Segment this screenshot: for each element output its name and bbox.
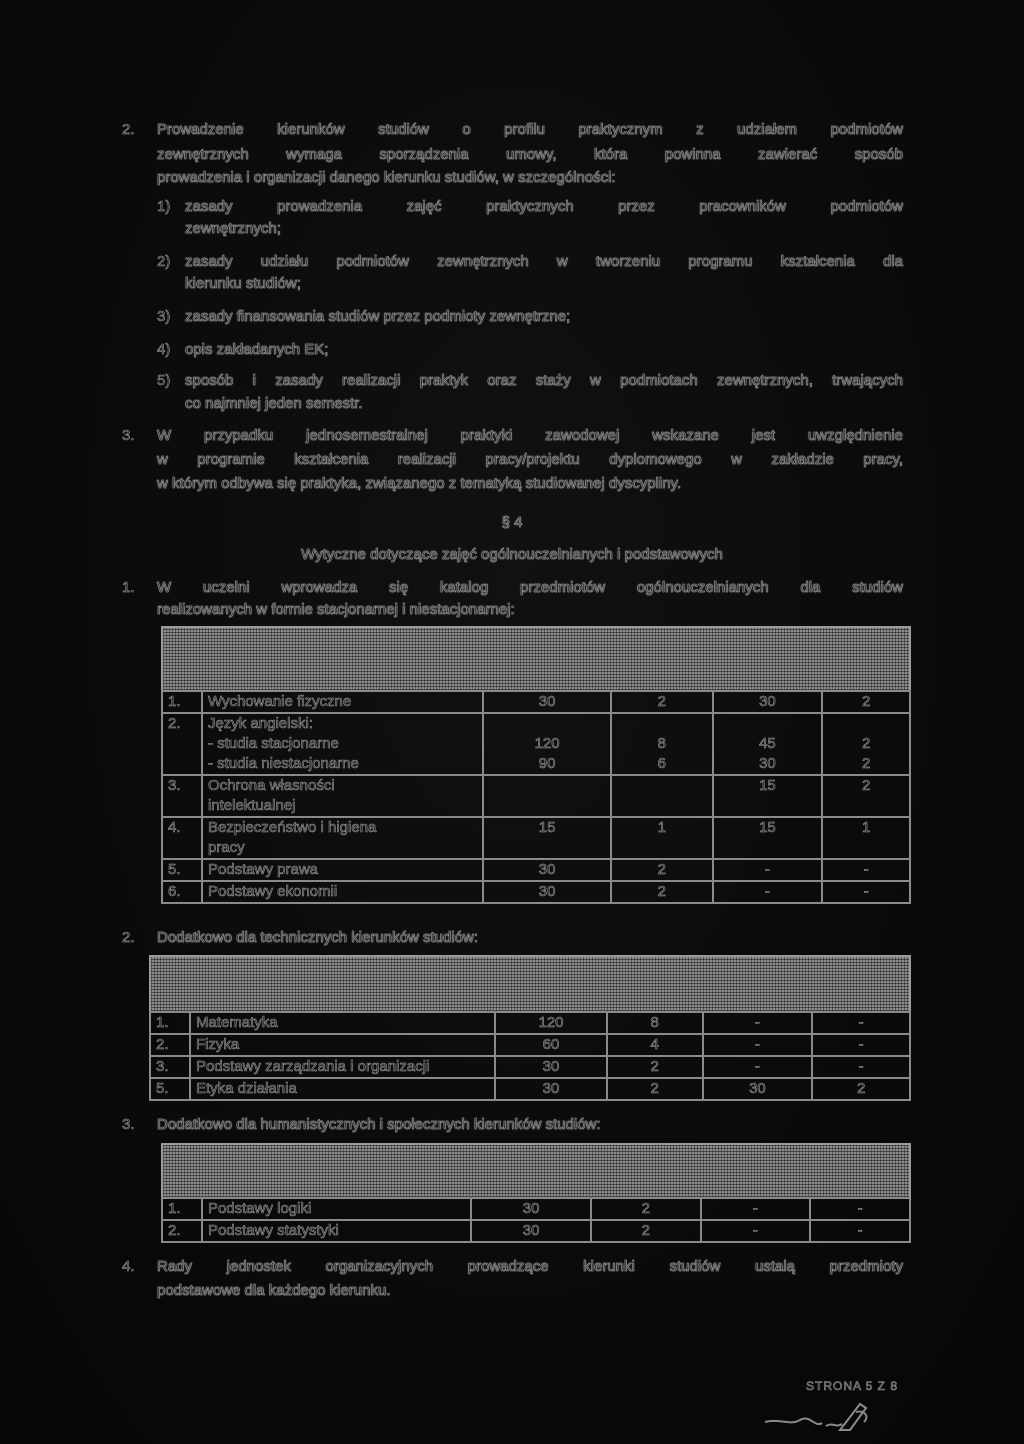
cell-hours-extramural-text: - xyxy=(764,861,770,878)
table-row xyxy=(150,1034,910,1056)
cell-number-text: 5. xyxy=(168,861,181,878)
paragraph-line: prowadzenia i organizacji danego kierunku studiów, w szczególności: xyxy=(157,169,616,186)
subjects-table-general xyxy=(161,690,911,904)
cell-ects-stationary: 2 xyxy=(607,1056,703,1078)
cell-hours-extramural-text: 30 xyxy=(759,693,776,710)
cell-number-text: 2. xyxy=(168,715,181,732)
cell-ects-stationary-text xyxy=(617,714,707,734)
subjects-table-humanities xyxy=(161,1197,911,1243)
table-row xyxy=(162,1220,910,1242)
cell-hours-stationary xyxy=(483,691,611,713)
cell-number xyxy=(162,691,202,713)
cell-hours-extramural xyxy=(713,817,823,859)
cell-hours-stationary-text: 15 xyxy=(538,819,556,836)
cell-hours-extramural-text: 45 xyxy=(759,735,776,752)
cell-subject-text: pracy xyxy=(207,839,245,856)
table-row xyxy=(150,1078,910,1100)
cell-hours-extramural xyxy=(713,713,823,775)
cell-subject-text: Podstawy prawa xyxy=(207,861,318,878)
cell-subject xyxy=(202,859,483,881)
list-item-line: zasady prowadzenia zajęć praktycznych przez pracowników podmiotów xyxy=(185,198,903,215)
cell-ects-stationary: 8 xyxy=(607,1012,703,1034)
cell-ects-stationary xyxy=(611,817,713,859)
cell-ects-stationary: 2 xyxy=(607,1078,703,1100)
cell-subject-text: intelektualnej xyxy=(207,797,296,814)
list-item-number: 2) xyxy=(157,253,171,270)
cell-hours-extramural: - xyxy=(701,1198,811,1220)
cell-ects-stationary: 2 xyxy=(591,1220,701,1242)
cell-subject-text: - studia stacjonarne xyxy=(207,735,339,752)
paragraph-line: w programie kształcenia realizacji pracy/projektu dyplomowego w zakładzie pracy, xyxy=(157,451,903,468)
paragraph-number: 2. xyxy=(122,121,135,138)
paragraph-line: W przypadku jednosemestralnej praktyki zawodowej wskazane jest uwzględnienie xyxy=(157,427,903,444)
page-number: STRONA 5 Z 8 xyxy=(806,1379,899,1393)
table-header-row xyxy=(161,1143,911,1199)
cell-ects-stationary: 4 xyxy=(607,1034,703,1056)
cell-number: 1. xyxy=(150,1012,190,1034)
cell-ects-extramural xyxy=(822,859,910,881)
table-row xyxy=(150,1012,910,1034)
paragraph-number: 4. xyxy=(122,1258,135,1275)
list-item-number: 3) xyxy=(157,308,171,325)
cell-ects-extramural xyxy=(822,691,910,713)
cell-number: 1. xyxy=(162,1198,202,1220)
cell-hours-stationary xyxy=(483,881,611,903)
cell-ects-extramural: - xyxy=(810,1220,910,1242)
table-row xyxy=(162,713,910,775)
section-title: Wytyczne dotyczące zajęć ogólnouczelnianych i podstawowych xyxy=(301,546,723,563)
cell-ects-extramural-text xyxy=(828,714,904,734)
paragraph-line: podstawowe dla każdego kierunku. xyxy=(157,1282,391,1299)
cell-ects-extramural: - xyxy=(812,1012,910,1034)
cell-subject xyxy=(202,881,483,903)
cell-hours-stationary-text: 30 xyxy=(538,883,556,900)
table-header-row xyxy=(149,955,911,1013)
cell-number: 2. xyxy=(150,1034,190,1056)
paragraph-number: 2. xyxy=(122,929,135,946)
cell-subject-text: Podstawy ekonomii xyxy=(207,883,338,900)
cell-subject-text: - studia niestacjonarne xyxy=(207,755,359,772)
cell-subject xyxy=(202,817,483,859)
cell-hours-extramural-text xyxy=(719,714,817,734)
cell-hours-extramural-text: - xyxy=(764,883,770,900)
cell-number-text: 4. xyxy=(168,819,181,836)
cell-ects-stationary xyxy=(611,859,713,881)
cell-ects-stationary xyxy=(611,691,713,713)
list-item-number: 5) xyxy=(157,372,171,389)
paragraph-line: realizowanych w formie stacjonarnej i niestacjonarnej: xyxy=(157,601,515,618)
cell-subject: Etyka działania xyxy=(190,1078,495,1100)
cell-hours-stationary-text: 120 xyxy=(534,735,560,752)
cell-hours-stationary-text xyxy=(489,714,605,734)
list-item-line: opis zakładanych EK; xyxy=(185,341,329,358)
list-item-line: zasady finansowania studiów przez podmioty zewnętrzne; xyxy=(185,308,571,325)
cell-ects-stationary xyxy=(611,881,713,903)
cell-number: 2. xyxy=(162,1220,202,1242)
table-row xyxy=(162,775,910,817)
cell-number xyxy=(162,817,202,859)
paragraph-line: Prowadzenie kierunków studiów o profilu praktycznym z udziałem podmiotów xyxy=(157,121,903,138)
cell-number xyxy=(162,775,202,817)
table-row xyxy=(162,691,910,713)
cell-hours-extramural xyxy=(713,859,823,881)
cell-hours-stationary: 30 xyxy=(495,1078,607,1100)
cell-hours-stationary-text xyxy=(489,776,605,796)
paragraph-line: zewnętrznych wymaga sporządzenia umowy, która powinna zawierać sposób xyxy=(157,146,903,163)
cell-number-text: 6. xyxy=(168,883,181,900)
cell-subject: Podstawy statystyki xyxy=(202,1220,471,1242)
cell-hours-stationary: 60 xyxy=(495,1034,607,1056)
cell-ects-extramural-text: 2 xyxy=(861,755,871,772)
cell-subject-text: Wychowanie fizyczne xyxy=(207,693,352,710)
paragraph-number: 1. xyxy=(122,579,135,596)
cell-ects-extramural-text: - xyxy=(863,883,869,900)
cell-hours-stationary: 120 xyxy=(495,1012,607,1034)
cell-subject: Matematyka xyxy=(190,1012,495,1034)
cell-ects-extramural: - xyxy=(812,1056,910,1078)
cell-number xyxy=(162,713,202,775)
cell-hours-extramural: - xyxy=(703,1012,813,1034)
cell-ects-stationary-text: 2 xyxy=(657,883,666,900)
cell-hours-extramural-text: 15 xyxy=(759,819,776,836)
cell-subject-text: Ochrona własności xyxy=(207,777,335,794)
paragraph-line: w którym odbywa się praktyka, związanego z tematyką studiowanej dyscypliny. xyxy=(157,475,682,492)
list-item-line: zasady udziału podmiotów zewnętrznych w tworzeniu programu kształcenia dla xyxy=(185,253,903,270)
cell-hours-extramural xyxy=(713,881,823,903)
cell-ects-extramural xyxy=(822,713,910,775)
cell-ects-extramural xyxy=(822,775,910,817)
cell-hours-stationary: 30 xyxy=(471,1220,591,1242)
cell-ects-stationary-text xyxy=(617,776,707,796)
table-row xyxy=(162,817,910,859)
list-item-line: kierunku studiów; xyxy=(185,275,301,292)
cell-ects-extramural: 2 xyxy=(812,1078,910,1100)
cell-subject xyxy=(202,713,483,775)
cell-ects-extramural: - xyxy=(812,1034,910,1056)
cell-ects-extramural-text: - xyxy=(863,861,869,878)
cell-hours-stationary: 30 xyxy=(495,1056,607,1078)
cell-hours-extramural: - xyxy=(701,1220,811,1242)
cell-ects-extramural xyxy=(822,817,910,859)
cell-number-text: 3. xyxy=(168,777,181,794)
cell-ects-stationary-text: 2 xyxy=(657,693,666,710)
section-symbol: § 4 xyxy=(501,514,523,531)
cell-ects-extramural: - xyxy=(810,1198,910,1220)
cell-ects-stationary-text: 2 xyxy=(657,861,666,878)
cell-hours-stationary xyxy=(483,817,611,859)
cell-hours-stationary: 30 xyxy=(471,1198,591,1220)
subjects-table-technical xyxy=(149,1011,911,1101)
list-item-line: co najmniej jeden semestr. xyxy=(185,395,363,412)
list-item-line: zewnętrznych; xyxy=(185,220,281,237)
cell-number: 3. xyxy=(150,1056,190,1078)
signature-icon xyxy=(760,1390,880,1440)
list-item-number: 4) xyxy=(157,341,171,358)
cell-hours-extramural xyxy=(713,691,823,713)
cell-subject: Fizyka xyxy=(190,1034,495,1056)
cell-hours-stationary xyxy=(483,713,611,775)
cell-hours-stationary-text: 30 xyxy=(538,861,556,878)
cell-subject: Podstawy zarządzania i organizacji xyxy=(190,1056,495,1078)
cell-subject-text: Bezpieczeństwo i higiena xyxy=(207,819,377,836)
cell-ects-stationary xyxy=(611,775,713,817)
cell-hours-extramural: 30 xyxy=(703,1078,813,1100)
cell-ects-extramural-text: 2 xyxy=(861,777,871,794)
cell-number: 5. xyxy=(150,1078,190,1100)
cell-ects-stationary xyxy=(611,713,713,775)
cell-ects-stationary-text: 1 xyxy=(657,819,666,836)
paragraph-line: Rady jednostek organizacyjnych prowadzące kierunki studiów ustalą przedmioty xyxy=(157,1258,903,1275)
table-row xyxy=(150,1056,910,1078)
cell-hours-extramural-text: 30 xyxy=(759,755,776,772)
cell-hours-extramural-text: 15 xyxy=(759,777,776,794)
cell-number xyxy=(162,859,202,881)
paragraph-line: Dodatkowo dla humanistycznych i społecznych kierunków studiów: xyxy=(157,1116,601,1133)
cell-subject xyxy=(202,691,483,713)
cell-ects-stationary-text: 6 xyxy=(657,755,666,772)
cell-hours-stationary-text: 90 xyxy=(538,755,556,772)
cell-subject-text: Język angielski: xyxy=(207,715,313,732)
table-header-row xyxy=(161,626,911,692)
cell-hours-extramural xyxy=(713,775,823,817)
cell-ects-extramural xyxy=(822,881,910,903)
cell-ects-extramural-text: 2 xyxy=(861,693,871,710)
cell-hours-stationary xyxy=(483,775,611,817)
paragraph-number: 3. xyxy=(122,1116,135,1133)
table-row xyxy=(162,859,910,881)
paragraph-line: Dodatkowo dla technicznych kierunków studiów: xyxy=(157,929,478,946)
cell-ects-extramural-text: 2 xyxy=(861,735,871,752)
list-item-line: sposób i zasady realizacji praktyk oraz staży w podmiotach zewnętrznych, trwających xyxy=(185,372,903,389)
cell-number xyxy=(162,881,202,903)
cell-ects-extramural-text: 1 xyxy=(861,819,871,836)
cell-ects-stationary: 2 xyxy=(591,1198,701,1220)
table-row xyxy=(162,881,910,903)
cell-hours-extramural: - xyxy=(703,1034,813,1056)
paragraph-number: 3. xyxy=(122,427,135,444)
table-row xyxy=(162,1198,910,1220)
cell-number-text: 1. xyxy=(168,693,181,710)
cell-subject: Podstawy logiki xyxy=(202,1198,471,1220)
list-item-number: 1) xyxy=(157,198,171,215)
cell-hours-stationary xyxy=(483,859,611,881)
cell-ects-stationary-text: 8 xyxy=(657,735,666,752)
cell-hours-stationary-text: 30 xyxy=(538,693,556,710)
cell-hours-extramural: - xyxy=(703,1056,813,1078)
paragraph-line: W uczelni wprowadza się katalog przedmiotów ogólnouczelnianych dla studiów xyxy=(157,579,903,596)
cell-subject xyxy=(202,775,483,817)
